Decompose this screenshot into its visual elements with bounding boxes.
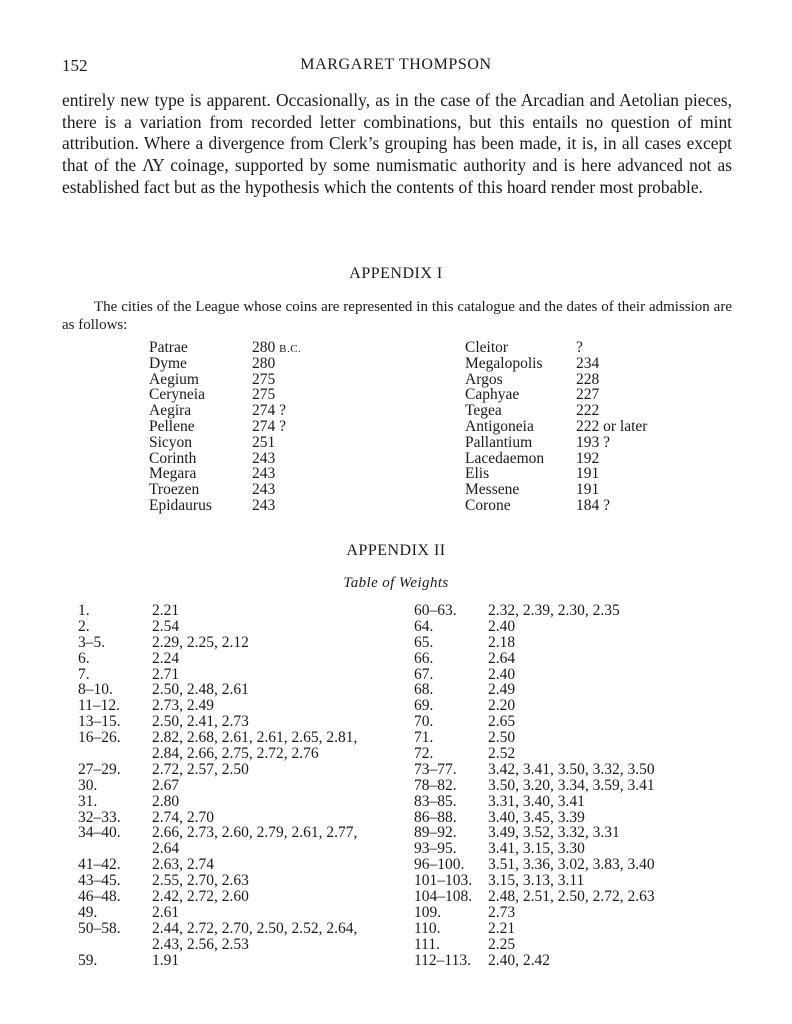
city-name: Sicyon (149, 433, 193, 451)
catalogue-number: 60–63. (414, 602, 457, 619)
weight-row (78, 921, 388, 937)
city-name: Troezen (149, 481, 200, 499)
weight-values: 2.72, 2.57, 2.50 (152, 760, 249, 778)
weight-row (78, 730, 388, 746)
weight-row (414, 794, 714, 810)
weight-values: 3.15, 3.13, 3.11 (488, 872, 585, 890)
weight-values: 2.66, 2.73, 2.60, 2.79, 2.61, 2.77, (152, 824, 358, 842)
catalogue-number: 34–40. (78, 824, 121, 842)
catalogue-number: 66. (414, 649, 434, 667)
catalogue-number: 41–42. (78, 856, 121, 874)
weight-row (78, 794, 388, 810)
city-row (465, 496, 611, 514)
city-row (149, 433, 276, 451)
weight-row (78, 635, 388, 651)
city-name: Aegira (149, 402, 192, 420)
admission-date: 192 (576, 449, 600, 467)
city-name: Messene (465, 481, 520, 499)
weight-row (414, 905, 714, 921)
weight-row (414, 682, 714, 698)
city-row (149, 354, 276, 372)
weight-values: 2.64 (488, 649, 516, 667)
weights-left-column (78, 603, 388, 968)
city-name: Aegium (149, 370, 199, 388)
page-number: 152 (62, 56, 88, 75)
weight-values: 2.50, 2.48, 2.61 (152, 681, 249, 699)
catalogue-number: 93–95. (414, 840, 457, 858)
weight-row (414, 825, 714, 841)
catalogue-number: 109. (414, 903, 442, 921)
weight-values: 2.54 (152, 617, 180, 635)
admission-date: 193 ? (576, 433, 611, 451)
city-row (149, 465, 276, 483)
weight-values: 2.84, 2.66, 2.75, 2.72, 2.76 (152, 745, 319, 763)
city-row (149, 402, 287, 420)
weight-row (78, 746, 388, 762)
admission-date: 243 (252, 465, 276, 483)
city-name: Lacedaemon (465, 449, 545, 467)
admission-date: 191 (576, 465, 600, 483)
weight-row (414, 841, 714, 857)
intro-paragraph (62, 90, 732, 199)
weight-row (78, 889, 388, 905)
admission-date: 191 (576, 481, 600, 499)
city-row (149, 339, 302, 356)
weight-values: 2.40 (488, 665, 516, 683)
city-row (149, 496, 276, 514)
catalogue-number: 46–48. (78, 888, 121, 906)
admission-date: 280 (252, 354, 276, 372)
catalogue-number: 59. (78, 951, 98, 969)
weight-values: 2.52 (488, 745, 516, 763)
weight-values: 2.20 (488, 697, 516, 715)
admission-date: 234 (576, 354, 600, 372)
catalogue-number: 101–103. (414, 872, 473, 890)
city-row (149, 386, 276, 404)
admission-date: 274 ? (252, 402, 287, 420)
catalogue-number: 6. (78, 649, 90, 667)
admission-date: 275 (252, 370, 276, 388)
weight-row (78, 873, 388, 889)
weight-row (78, 841, 388, 857)
catalogue-number: 3–5. (78, 633, 106, 651)
weight-values: 2.21 (152, 602, 180, 619)
weight-values: 2.43, 2.56, 2.53 (152, 935, 249, 953)
admission-date: 227 (576, 386, 600, 404)
weight-values: 2.40 (488, 617, 516, 635)
weight-row (414, 635, 714, 651)
admission-date: 243 (252, 481, 276, 499)
weight-values: 2.48, 2.51, 2.50, 2.72, 2.63 (488, 888, 655, 906)
admission-date: 222 (576, 402, 600, 420)
weight-row (414, 857, 714, 873)
city-name: Corinth (149, 449, 197, 467)
catalogue-number: 71. (414, 729, 434, 747)
catalogue-number: 96–100. (414, 856, 465, 874)
catalogue-number: 110. (414, 919, 441, 937)
weight-row (414, 873, 714, 889)
weight-row (414, 667, 714, 683)
weight-row (78, 698, 388, 714)
city-row (149, 370, 276, 388)
catalogue-number: 11–12. (78, 697, 121, 715)
catalogue-number: 8–10. (78, 681, 113, 699)
catalogue-number: 16–26. (78, 729, 121, 747)
admission-date: 274 ? (252, 417, 287, 435)
city-name: Pallantium (465, 433, 533, 451)
catalogue-number: 78–82. (414, 776, 457, 794)
catalogue-number: 111. (414, 935, 440, 953)
weight-values: 2.50 (488, 729, 516, 747)
weight-values: 2.64 (152, 840, 180, 858)
catalogue-number: 49. (78, 903, 98, 921)
weight-values: 2.73, 2.49 (152, 697, 214, 715)
catalogue-number: 65. (414, 633, 434, 651)
weight-values: 2.55, 2.70, 2.63 (152, 872, 249, 890)
weight-row (414, 698, 714, 714)
city-name: Argos (465, 370, 503, 388)
admission-date: ? (576, 339, 583, 356)
catalogue-number: 73–77. (414, 760, 457, 778)
weights-right-column (414, 603, 714, 968)
catalogue-number: 32–33. (78, 808, 121, 826)
weight-row (78, 953, 388, 969)
weight-row (78, 682, 388, 698)
weight-values: 2.21 (488, 919, 516, 937)
weight-row (78, 619, 388, 635)
admission-date: 184 ? (576, 496, 611, 514)
catalogue-number: 68. (414, 681, 434, 699)
catalogue-number: 104–108. (414, 888, 473, 906)
city-name: Corone (465, 496, 511, 514)
cities-left-column (149, 339, 302, 514)
city-row (465, 339, 583, 356)
catalogue-number: 64. (414, 617, 434, 635)
catalogue-number: 72. (414, 745, 434, 763)
city-row (149, 449, 276, 467)
admission-date: 222 or later (576, 417, 648, 435)
weight-row (78, 714, 388, 730)
weight-row (414, 714, 714, 730)
weight-row (78, 810, 388, 826)
weight-values: 2.73 (488, 903, 516, 921)
weight-values: 2.40, 2.42 (488, 951, 550, 969)
city-row (465, 386, 600, 404)
weight-values: 2.67 (152, 776, 180, 794)
weight-values: 2.80 (152, 792, 180, 810)
intro-text: entirely new type is apparent. Occasionally, as in the case of the Arcadian and Aetolian pieces, there is a variation from recorded letter combinations, but this entails no question of mint attribution. Where a divergence from Clerk’s grouping has been made, it is, in all cases except that of the ΛΥ coinage, supported by some numismatic authority and is here advanced not as established fact but as the hypothesis which the contents of this hoard render most probable. (62, 90, 732, 197)
cities-right-column (465, 339, 648, 514)
weight-row (414, 889, 714, 905)
weight-values: 2.42, 2.72, 2.60 (152, 888, 249, 906)
weight-row (414, 603, 714, 619)
admission-date: 251 (252, 433, 276, 451)
city-name: Patrae (149, 339, 188, 356)
city-row (465, 481, 600, 499)
weight-row (78, 778, 388, 794)
city-row (149, 417, 287, 435)
admission-date: 228 (576, 370, 600, 388)
weight-row (78, 825, 388, 841)
city-name: Dyme (149, 354, 187, 372)
admission-date: 243 (252, 449, 276, 467)
weight-values: 3.40, 3.45, 3.39 (488, 808, 585, 826)
city-row (465, 433, 611, 451)
catalogue-number: 69. (414, 697, 434, 715)
weight-values: 2.65 (488, 713, 516, 731)
weight-values: 2.44, 2.72, 2.70, 2.50, 2.52, 2.64, (152, 919, 358, 937)
city-name: Cleitor (465, 339, 509, 356)
weight-values: 2.49 (488, 681, 516, 699)
weight-row (414, 619, 714, 635)
weight-values: 3.50, 3.20, 3.34, 3.59, 3.41 (488, 776, 655, 794)
weight-values: 3.42, 3.41, 3.50, 3.32, 3.50 (488, 760, 655, 778)
weight-values: 2.63, 2.74 (152, 856, 214, 874)
city-row (465, 354, 600, 372)
weight-values: 3.41, 3.15, 3.30 (488, 840, 585, 858)
weight-values: 3.31, 3.40, 3.41 (488, 792, 585, 810)
weight-values: 3.51, 3.36, 3.02, 3.83, 3.40 (488, 856, 655, 874)
weight-row (414, 810, 714, 826)
catalogue-number: 13–15. (78, 713, 121, 731)
city-name: Megara (149, 465, 197, 483)
weight-values: 1.91 (152, 951, 180, 969)
weight-row (414, 937, 714, 953)
weight-values: 2.71 (152, 665, 180, 683)
city-row (149, 481, 276, 499)
weight-row (414, 921, 714, 937)
weight-values: 2.74, 2.70 (152, 808, 214, 826)
city-name: Pellene (149, 417, 195, 435)
appendix-1-text: The cities of the League whose coins are represented in this catalogue and the dates of their admission are as follows: (62, 299, 732, 333)
city-name: Megalopolis (465, 354, 543, 372)
weight-row (414, 651, 714, 667)
city-row (465, 465, 600, 483)
catalogue-number: 31. (78, 792, 98, 810)
city-row (465, 417, 648, 435)
weight-row (78, 857, 388, 873)
city-name: Ceryneia (149, 386, 205, 404)
weight-row (414, 730, 714, 746)
weight-row (78, 905, 388, 921)
city-name: Antigoneia (465, 417, 534, 435)
weight-row (414, 762, 714, 778)
catalogue-number: 30. (78, 776, 98, 794)
catalogue-number: 89–92. (414, 824, 457, 842)
city-name: Caphyae (465, 386, 520, 404)
weight-row (414, 746, 714, 762)
city-row (465, 402, 600, 420)
table-of-weights-title: Table of Weights (343, 575, 449, 591)
weight-values: 2.18 (488, 633, 516, 651)
catalogue-number: 70. (414, 713, 434, 731)
catalogue-number: 50–58. (78, 919, 121, 937)
catalogue-number: 86–88. (414, 808, 457, 826)
city-row (465, 449, 600, 467)
catalogue-number: 43–45. (78, 872, 121, 890)
weight-row (78, 937, 388, 953)
catalogue-number: 67. (414, 665, 434, 683)
admission-date: 280 B.C. (252, 339, 302, 356)
catalogue-number: 7. (78, 665, 90, 683)
city-row (465, 370, 600, 388)
weight-values: 2.25 (488, 935, 516, 953)
weight-values: 2.24 (152, 649, 180, 667)
weight-row (414, 778, 714, 794)
catalogue-number: 27–29. (78, 760, 121, 778)
appendix-1-title: APPENDIX I (349, 265, 443, 282)
weight-values: 2.29, 2.25, 2.12 (152, 633, 249, 651)
catalogue-number: 112–113. (414, 951, 471, 969)
catalogue-number: 2. (78, 617, 90, 635)
weight-row (78, 762, 388, 778)
weight-row (414, 953, 714, 969)
city-name: Epidaurus (149, 496, 212, 514)
catalogue-number: 83–85. (414, 792, 457, 810)
city-name: Elis (465, 465, 490, 483)
weight-values: 3.49, 3.52, 3.32, 3.31 (488, 824, 620, 842)
city-name: Tegea (465, 402, 502, 420)
weight-row (78, 667, 388, 683)
weight-values: 2.82, 2.68, 2.61, 2.61, 2.65, 2.81, (152, 729, 358, 747)
admission-date: 243 (252, 496, 276, 514)
admission-date: 275 (252, 386, 276, 404)
weight-values: 2.50, 2.41, 2.73 (152, 713, 249, 731)
weight-row (78, 603, 388, 619)
weight-row (78, 651, 388, 667)
weight-values: 2.61 (152, 903, 180, 921)
weight-values: 2.32, 2.39, 2.30, 2.35 (488, 602, 620, 619)
catalogue-number: 1. (78, 602, 90, 619)
running-header: MARGARET THOMPSON (300, 56, 492, 73)
appendix-2-title: APPENDIX II (346, 542, 446, 559)
